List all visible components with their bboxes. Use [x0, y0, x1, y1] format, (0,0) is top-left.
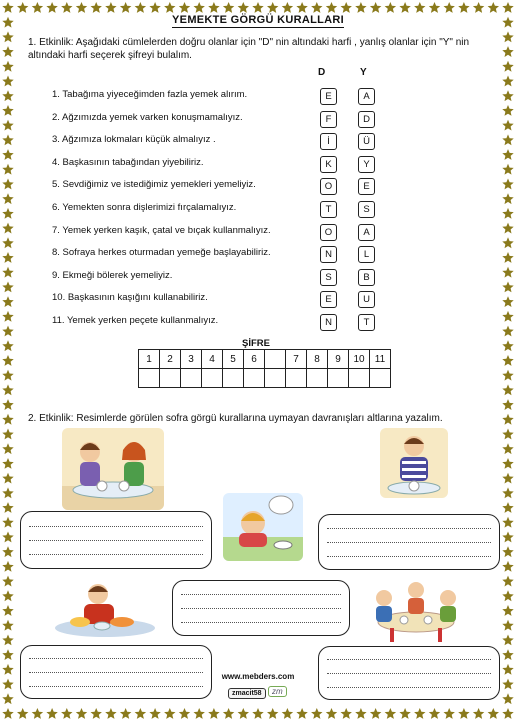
- sifre-number-cell: 3: [181, 350, 202, 369]
- border-star: [32, 708, 43, 719]
- border-star: [502, 340, 513, 351]
- question-text: 6. Yemekten sonra dişlerimizi fırçalamalıyız.: [52, 202, 237, 213]
- border-star: [2, 502, 13, 513]
- border-star: [502, 120, 513, 131]
- border-star: [2, 561, 13, 572]
- border-star: [105, 708, 116, 719]
- question-text: 11. Yemek yerken peçete kullanmalıyız.: [52, 315, 219, 326]
- sifre-number-cell: 11: [370, 350, 391, 369]
- answer-y-box[interactable]: S: [358, 201, 375, 218]
- border-star: [429, 2, 440, 13]
- border-star: [2, 46, 13, 57]
- border-star: [502, 370, 513, 381]
- border-star: [502, 546, 513, 557]
- sifre-answer-cell[interactable]: [349, 369, 370, 388]
- border-star: [502, 384, 513, 395]
- column-d-header: D: [318, 67, 326, 78]
- question-text: 3. Ağzımıza lokmaları küçük almalıyız .: [52, 134, 216, 145]
- answer-y-box[interactable]: U: [358, 291, 375, 308]
- border-star: [399, 708, 410, 719]
- border-star: [444, 2, 455, 13]
- border-star: [2, 355, 13, 366]
- answer-d-box[interactable]: S: [320, 269, 337, 286]
- border-star: [473, 2, 484, 13]
- border-star: [2, 590, 13, 601]
- border-star: [296, 708, 307, 719]
- answer-d-box[interactable]: T: [320, 201, 337, 218]
- answer-d-box[interactable]: İ: [320, 133, 337, 150]
- answer-box-2[interactable]: [318, 514, 500, 570]
- border-star: [502, 179, 513, 190]
- border-star: [2, 2, 13, 13]
- border-star: [502, 487, 513, 498]
- border-star: [208, 708, 219, 719]
- border-star: [399, 2, 410, 13]
- border-star: [164, 708, 175, 719]
- border-star: [2, 532, 13, 543]
- border-star: [2, 693, 13, 704]
- border-star: [252, 2, 263, 13]
- border-star: [164, 2, 175, 13]
- sifre-answer-cell[interactable]: [181, 369, 202, 388]
- picture-cluttered-eating: [50, 578, 160, 642]
- border-star: [502, 134, 513, 145]
- border-star: [311, 708, 322, 719]
- border-star: [2, 31, 13, 42]
- border-star: [61, 2, 72, 13]
- sifre-number-cell: 2: [160, 350, 181, 369]
- border-star: [76, 2, 87, 13]
- answer-d-box[interactable]: F: [320, 111, 337, 128]
- border-star: [2, 576, 13, 587]
- sifre-answer-cell[interactable]: [286, 369, 307, 388]
- border-star: [502, 620, 513, 631]
- border-star: [502, 649, 513, 660]
- border-star: [252, 708, 263, 719]
- sifre-number-cell: 5: [223, 350, 244, 369]
- border-star: [135, 2, 147, 13]
- column-y-header: Y: [360, 67, 367, 78]
- border-star: [46, 708, 57, 719]
- border-star: [2, 443, 13, 454]
- border-star: [2, 179, 13, 190]
- sifre-answer-cell[interactable]: [160, 369, 181, 388]
- border-star: [2, 649, 13, 660]
- border-star: [502, 164, 513, 175]
- border-star: [2, 76, 13, 87]
- border-star: [502, 149, 513, 160]
- border-star: [2, 384, 13, 395]
- border-star: [502, 576, 513, 587]
- sifre-number-cell: 4: [202, 350, 223, 369]
- border-star: [2, 208, 13, 219]
- sifre-answer-cell[interactable]: [307, 369, 328, 388]
- border-star: [2, 282, 13, 293]
- border-star: [17, 2, 28, 13]
- border-star: [2, 296, 13, 307]
- sifre-answer-cell[interactable]: [328, 369, 349, 388]
- border-star: [238, 708, 249, 719]
- border-star: [76, 708, 87, 719]
- border-star: [502, 31, 513, 42]
- border-star: [238, 2, 249, 13]
- sifre-label: ŞİFRE: [242, 338, 270, 349]
- border-star: [223, 708, 234, 719]
- border-star: [341, 708, 352, 719]
- border-star: [2, 164, 13, 175]
- border-star: [282, 2, 293, 13]
- border-star: [2, 620, 13, 631]
- sifre-number-cell: [265, 350, 286, 369]
- border-star: [502, 590, 513, 601]
- border-star: [429, 708, 440, 719]
- border-star: [2, 193, 13, 204]
- border-star: [194, 2, 205, 13]
- border-star: [502, 605, 513, 616]
- border-star: [2, 134, 13, 145]
- answer-d-box[interactable]: O: [320, 178, 337, 195]
- border-star: [2, 326, 13, 337]
- question-text: 9. Ekmeği bölerek yemeliyiz.: [52, 270, 173, 281]
- border-star: [91, 2, 102, 13]
- border-star: [223, 2, 234, 13]
- border-star: [2, 414, 13, 425]
- border-star: [2, 311, 13, 322]
- border-star: [135, 708, 147, 719]
- answer-d-box[interactable]: N: [320, 314, 337, 331]
- border-star: [473, 708, 484, 719]
- border-star: [2, 90, 13, 101]
- answer-d-box[interactable]: O: [320, 224, 337, 241]
- sifre-answer-row: [139, 369, 391, 388]
- question-text: 1. Tabağıma yiyeceğimden fazla yemek alırım.: [52, 89, 248, 100]
- border-star: [17, 708, 28, 719]
- border-star: [385, 2, 397, 13]
- answer-y-box[interactable]: A: [358, 88, 375, 105]
- answer-d-box[interactable]: K: [320, 156, 337, 173]
- answer-y-box[interactable]: Ü: [358, 133, 375, 150]
- border-star: [502, 561, 513, 572]
- border-star: [370, 708, 382, 719]
- border-star: [502, 61, 513, 72]
- border-star: [120, 2, 131, 13]
- sifre-number-cell: 8: [307, 350, 328, 369]
- border-star: [502, 76, 513, 87]
- border-star: [149, 708, 160, 719]
- website-footer: www.mebders.com: [221, 672, 295, 681]
- border-star: [502, 46, 513, 57]
- sifre-answer-cell[interactable]: [223, 369, 244, 388]
- border-star: [502, 208, 513, 219]
- border-star: [502, 443, 513, 454]
- border-star: [2, 458, 13, 469]
- answer-y-box[interactable]: Y: [358, 156, 375, 173]
- border-star: [502, 282, 513, 293]
- answer-box-1[interactable]: [20, 511, 212, 569]
- sifre-number-cell: 9: [328, 350, 349, 369]
- border-star: [267, 708, 278, 719]
- border-star: [370, 2, 382, 13]
- border-star: [2, 399, 13, 410]
- border-star: [502, 267, 513, 278]
- border-star: [2, 517, 13, 528]
- border-star: [502, 517, 513, 528]
- border-star: [458, 708, 469, 719]
- border-star: [414, 708, 425, 719]
- border-star: [2, 605, 13, 616]
- question-text: 7. Yemek yerken kaşık, çatal ve bıçak kullanmalıyız.: [52, 225, 271, 236]
- border-star: [385, 708, 397, 719]
- page-title: YEMEKTE GÖRGÜ KURALLARI: [172, 14, 344, 26]
- answer-box-3[interactable]: [172, 580, 350, 636]
- border-star: [46, 2, 57, 13]
- border-star: [32, 2, 43, 13]
- question-text: 4. Başkasının tabağından yiyebiliriz.: [52, 157, 204, 168]
- border-star: [355, 708, 366, 719]
- author-logo: zm: [268, 686, 287, 697]
- border-star: [502, 105, 513, 116]
- border-star: [296, 2, 307, 13]
- border-star: [2, 473, 13, 484]
- border-star: [502, 355, 513, 366]
- question-text: 8. Sofraya herkes oturmadan yemeğe başlayabiliriz.: [52, 247, 271, 258]
- border-star: [326, 708, 337, 719]
- border-star: [326, 2, 337, 13]
- border-star: [2, 149, 13, 160]
- border-star: [502, 693, 513, 704]
- border-star: [311, 2, 322, 13]
- border-star: [502, 193, 513, 204]
- border-star: [194, 708, 205, 719]
- answer-y-box[interactable]: E: [358, 178, 375, 195]
- border-star: [502, 237, 513, 248]
- border-star: [267, 2, 278, 13]
- answer-y-box[interactable]: B: [358, 269, 375, 286]
- border-star: [502, 414, 513, 425]
- border-star: [502, 90, 513, 101]
- border-star: [179, 708, 190, 719]
- border-star: [2, 708, 13, 719]
- picture-sleepy-child-at-table: [223, 493, 303, 561]
- picture-family-at-table: [364, 576, 468, 644]
- sifre-grid: [138, 349, 391, 388]
- border-star: [2, 546, 13, 557]
- answer-y-box[interactable]: L: [358, 246, 375, 263]
- border-star: [502, 311, 513, 322]
- answer-y-box[interactable]: T: [358, 314, 375, 331]
- border-star: [502, 458, 513, 469]
- sifre-answer-cell[interactable]: [139, 369, 160, 388]
- picture-child-eating-alone: [380, 428, 448, 498]
- border-star: [208, 2, 219, 13]
- border-star: [2, 61, 13, 72]
- border-star: [2, 105, 13, 116]
- border-star: [488, 708, 499, 719]
- border-star: [502, 473, 513, 484]
- answer-d-box[interactable]: E: [320, 291, 337, 308]
- border-star: [502, 532, 513, 543]
- border-star: [91, 708, 102, 719]
- border-star: [2, 267, 13, 278]
- sifre-answer-cell[interactable]: [202, 369, 223, 388]
- border-star: [2, 429, 13, 440]
- border-star: [502, 635, 513, 646]
- answer-d-box[interactable]: N: [320, 246, 337, 263]
- border-star: [502, 708, 513, 719]
- answer-y-box[interactable]: A: [358, 224, 375, 241]
- sifre-answer-cell[interactable]: [244, 369, 265, 388]
- sifre-number-cell: 1: [139, 350, 160, 369]
- border-star: [502, 399, 513, 410]
- border-star: [179, 2, 190, 13]
- sifre-answer-cell[interactable]: [265, 369, 286, 388]
- border-star: [2, 120, 13, 131]
- border-star: [502, 223, 513, 234]
- border-star: [414, 2, 425, 13]
- sifre-number-cell: 6: [244, 350, 265, 369]
- activity2-instruction: 2. Etkinlik: Resimlerde görülen sofra görgü kurallarına uymayan davranışları altlarına yazalım.: [28, 413, 443, 424]
- border-star: [2, 487, 13, 498]
- border-star: [502, 296, 513, 307]
- border-star: [502, 2, 513, 13]
- border-star: [458, 2, 469, 13]
- border-star: [355, 2, 366, 13]
- border-star: [120, 708, 131, 719]
- answer-y-box[interactable]: D: [358, 111, 375, 128]
- border-star: [502, 502, 513, 513]
- border-star: [502, 429, 513, 440]
- border-star: [502, 252, 513, 263]
- border-star: [2, 237, 13, 248]
- activity1-instruction: 1. Etkinlik: Aşağıdaki cümlelerden doğru olanlar için "D" nin altındaki harfi , yanlış olanlar için "Y" nin altındaki harfi seçerek şifreyi bulalım.: [28, 37, 470, 61]
- picture-talking-with-mouth-full: [62, 428, 164, 510]
- border-star: [502, 326, 513, 337]
- sifre-number-cell: 7: [286, 350, 307, 369]
- sifre-answer-cell[interactable]: [370, 369, 391, 388]
- border-star: [61, 708, 72, 719]
- answer-d-box[interactable]: E: [320, 88, 337, 105]
- author-stamp: zmacit58: [228, 688, 266, 699]
- question-text: 2. Ağzımızda yemek varken konuşmamalıyız.: [52, 112, 243, 123]
- border-star: [2, 370, 13, 381]
- border-star: [282, 708, 293, 719]
- border-star: [2, 340, 13, 351]
- question-text: 10. Başkasının kaşığını kullanabiliriz.: [52, 292, 208, 303]
- border-star: [341, 2, 352, 13]
- border-star: [2, 252, 13, 263]
- sifre-number-cell: 10: [349, 350, 370, 369]
- question-text: 5. Sevdiğimiz ve istediğimiz yemekleri yemeliyiz.: [52, 179, 256, 190]
- border-star: [444, 708, 455, 719]
- border-star: [488, 2, 499, 13]
- border-star: [2, 223, 13, 234]
- border-star: [149, 2, 160, 13]
- border-star: [2, 635, 13, 646]
- border-star: [105, 2, 116, 13]
- sifre-number-row: [139, 350, 391, 369]
